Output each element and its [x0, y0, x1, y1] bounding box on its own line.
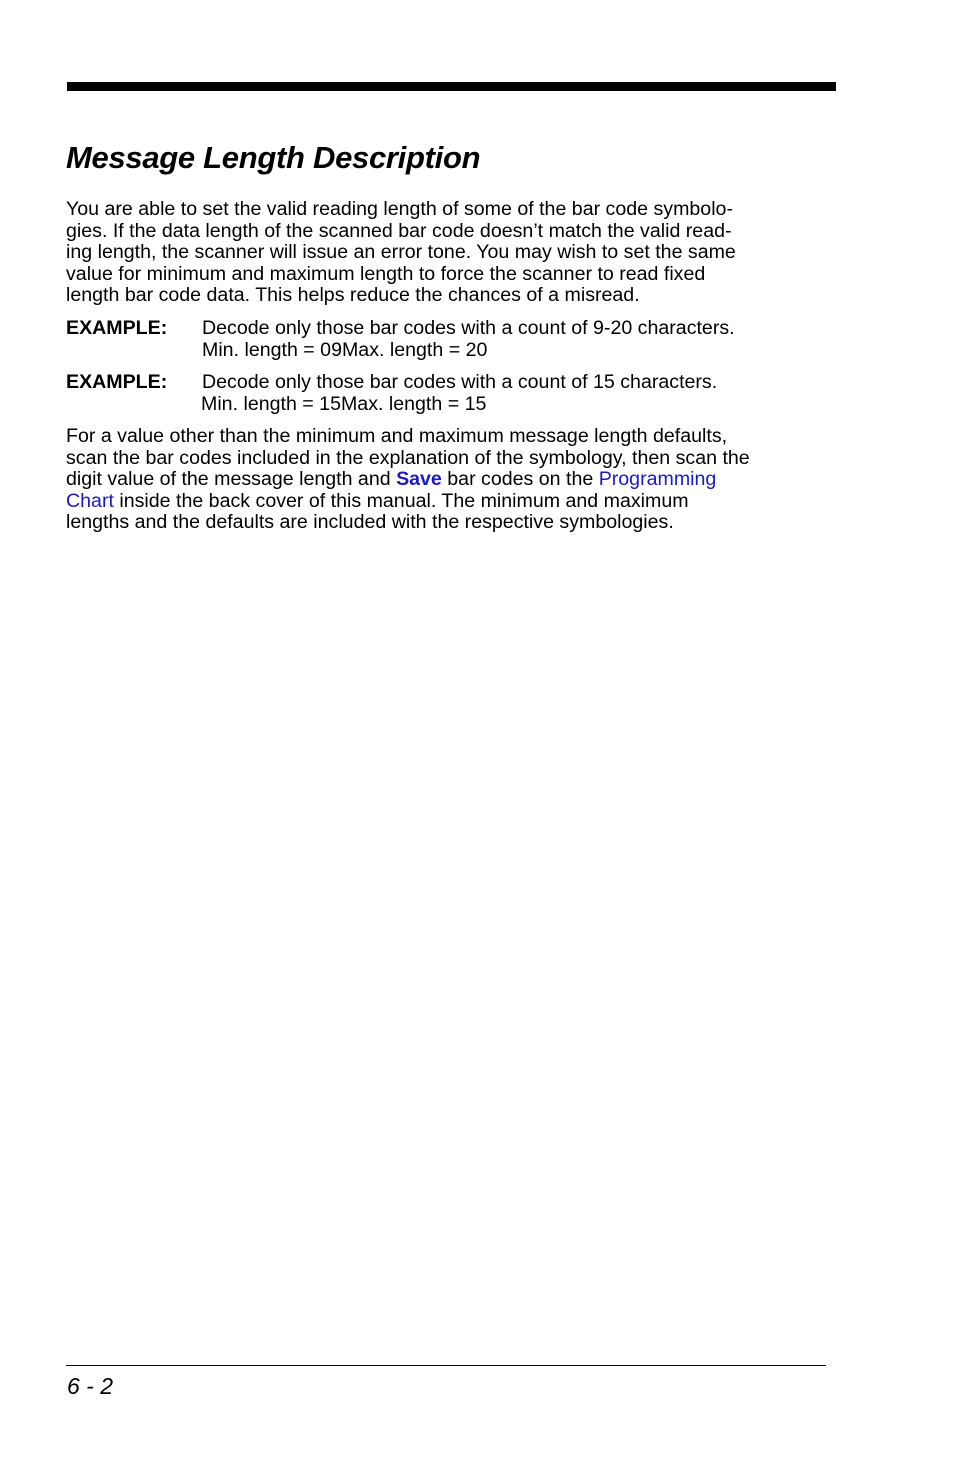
- example-text: Decode only those bar codes with a count of 15 characters.: [202, 371, 718, 393]
- closing-text: bar codes on the: [441, 468, 599, 491]
- closing-line: scan the bar codes included in the explanation of the symbology, then scan the: [66, 446, 750, 469]
- intro-paragraph: [66, 199, 836, 307]
- page-title: Message Length Description: [66, 140, 481, 175]
- intro-line: length bar code data. This helps reduce the chances of a misread.: [66, 284, 640, 307]
- page-number: 6 - 2: [67, 1373, 114, 1399]
- example-label: EXAMPLE:: [66, 371, 168, 393]
- closing-line: lengths and the defaults are included with the respective symbologies.: [66, 511, 674, 534]
- intro-line: You are able to set the valid reading length of some of the bar code symbolo-: [66, 198, 733, 220]
- closing-text: digit value of the message length and: [66, 468, 397, 491]
- example-label: EXAMPLE:: [66, 317, 168, 339]
- example-detail: Min. length = 15Max. length = 15: [201, 393, 487, 415]
- intro-line: ing length, the scanner will issue an error tone. You may wish to set the same: [66, 241, 736, 264]
- closing-text: inside the back cover of this manual. The minimum and maximum: [113, 489, 689, 512]
- intro-line: value for minimum and maximum length to force the scanner to read fixed: [66, 262, 706, 285]
- example-text: Decode only those bar codes with a count of 9-20 characters.: [202, 317, 735, 339]
- save-keyword: Save: [396, 468, 442, 491]
- programming-chart-link[interactable]: Programming: [598, 468, 717, 491]
- top-rule: [67, 82, 836, 91]
- closing-line: [66, 469, 836, 491]
- closing-paragraph: [66, 426, 836, 534]
- closing-line: [66, 491, 836, 513]
- footer-rule: [66, 1365, 826, 1366]
- programming-chart-link-continued[interactable]: Chart: [66, 489, 114, 512]
- intro-line: gies. If the data length of the scanned bar code doesn’t match the valid read-: [66, 219, 732, 242]
- closing-line: For a value other than the minimum and maximum message length defaults,: [66, 425, 728, 447]
- example-detail: Min. length = 09Max. length = 20: [202, 339, 488, 361]
